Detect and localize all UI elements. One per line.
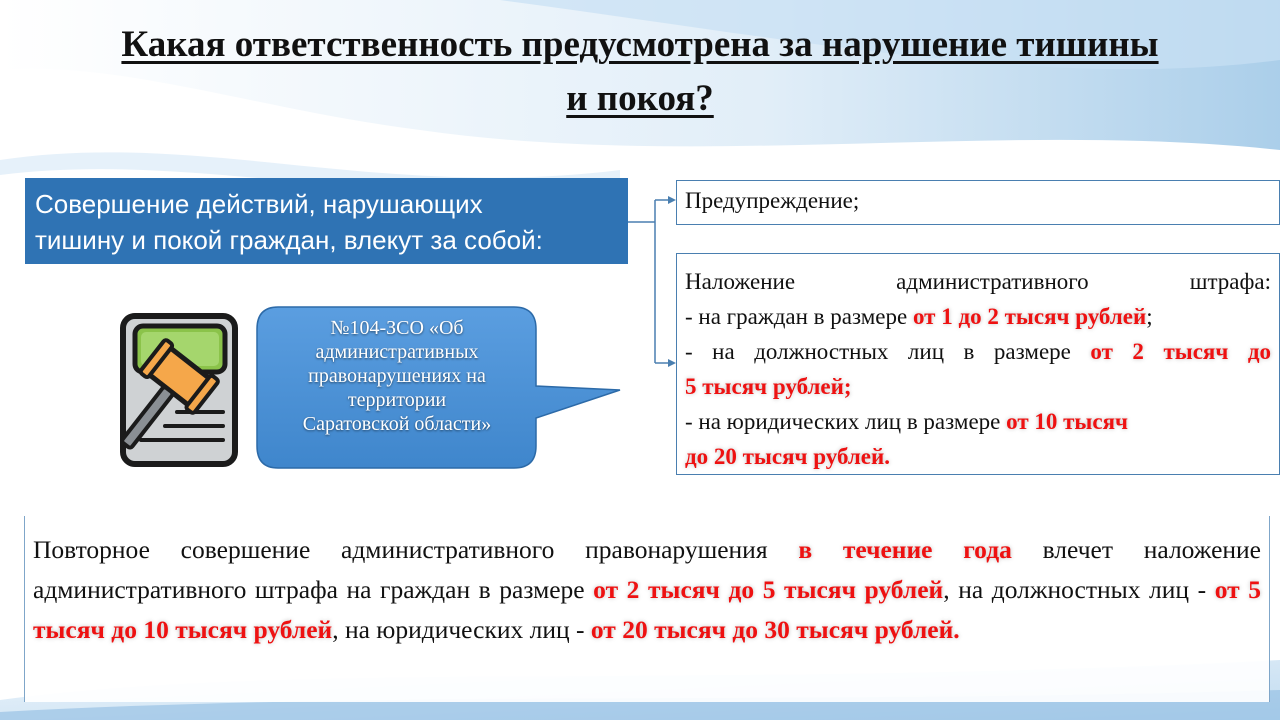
- fine-row1-prefix: - на граждан в размере: [685, 304, 913, 329]
- law-reference: [262, 316, 532, 436]
- fine-row1-suffix: ;: [1146, 304, 1153, 329]
- law-line-3: правонарушениях на: [308, 365, 486, 387]
- repeat-text-2: влечет наложение административного штрафа на граждан в размере: [33, 535, 1262, 604]
- lead-box: [25, 178, 628, 264]
- repeat-violation-text: [24, 516, 1270, 702]
- fine-row-legal-cont: [685, 439, 1271, 474]
- repeat-highlight-citizens: от 2 тысяч до 5 тысяч рублей: [593, 575, 944, 604]
- fine-row2-amount-a: от 2 тысяч до: [1090, 339, 1271, 364]
- law-line-4: территории: [347, 389, 447, 411]
- warning-text: Предупреждение;: [685, 188, 860, 213]
- repeat-highlight-legal: от 20 тысяч до 30 тысяч рублей.: [590, 615, 960, 644]
- fine-row3-amount-a: от 10 тысяч: [1006, 409, 1128, 434]
- repeat-text-1: Повторное совершение административного правонарушения: [33, 535, 799, 564]
- fine-row2-amount-b: 5 тысяч рублей;: [685, 374, 852, 399]
- law-line-2: административных: [315, 341, 479, 363]
- law-line-5: Саратовской области»: [302, 413, 492, 435]
- fine-row2-prefix: - на должностных лиц в размере: [685, 339, 1091, 364]
- law-line-1: №104-ЗСО «Об: [330, 317, 464, 339]
- lead-line-2: тишину и покой граждан, влекут за собой:: [35, 225, 543, 255]
- fine-row3-amount-b: до 20 тысяч рублей.: [685, 444, 890, 469]
- repeat-text-4: , на юридических лиц -: [332, 615, 591, 644]
- title-line-1: Какая ответственность предусмотрена за нарушение тишины: [121, 24, 1159, 65]
- fine-row-officials: [685, 334, 1271, 369]
- repeat-text-3: , на должностных лиц -: [943, 575, 1215, 604]
- fine-heading: Наложение административного штрафа:: [685, 269, 1271, 294]
- fine-box: [676, 253, 1280, 475]
- title-line-2: и покоя?: [566, 78, 714, 119]
- fine-row3-prefix: - на юридических лиц в размере: [685, 409, 1007, 434]
- warning-box: [676, 180, 1280, 225]
- fine-row-citizens: [685, 299, 1271, 334]
- fine-row-officials-cont: [685, 369, 1271, 404]
- lead-line-1: Совершение действий, нарушающих: [35, 189, 483, 219]
- fine-row-legal: [685, 404, 1271, 439]
- repeat-highlight-period: в течение года: [798, 535, 1012, 564]
- gavel-document-icon: [105, 312, 245, 472]
- page-title: [0, 18, 1280, 126]
- fine-row1-amount: от 1 до 2 тысяч рублей: [912, 304, 1147, 329]
- repeat-highlight-officials: от 5 тысяч до 10 тысяч рублей: [33, 575, 1261, 644]
